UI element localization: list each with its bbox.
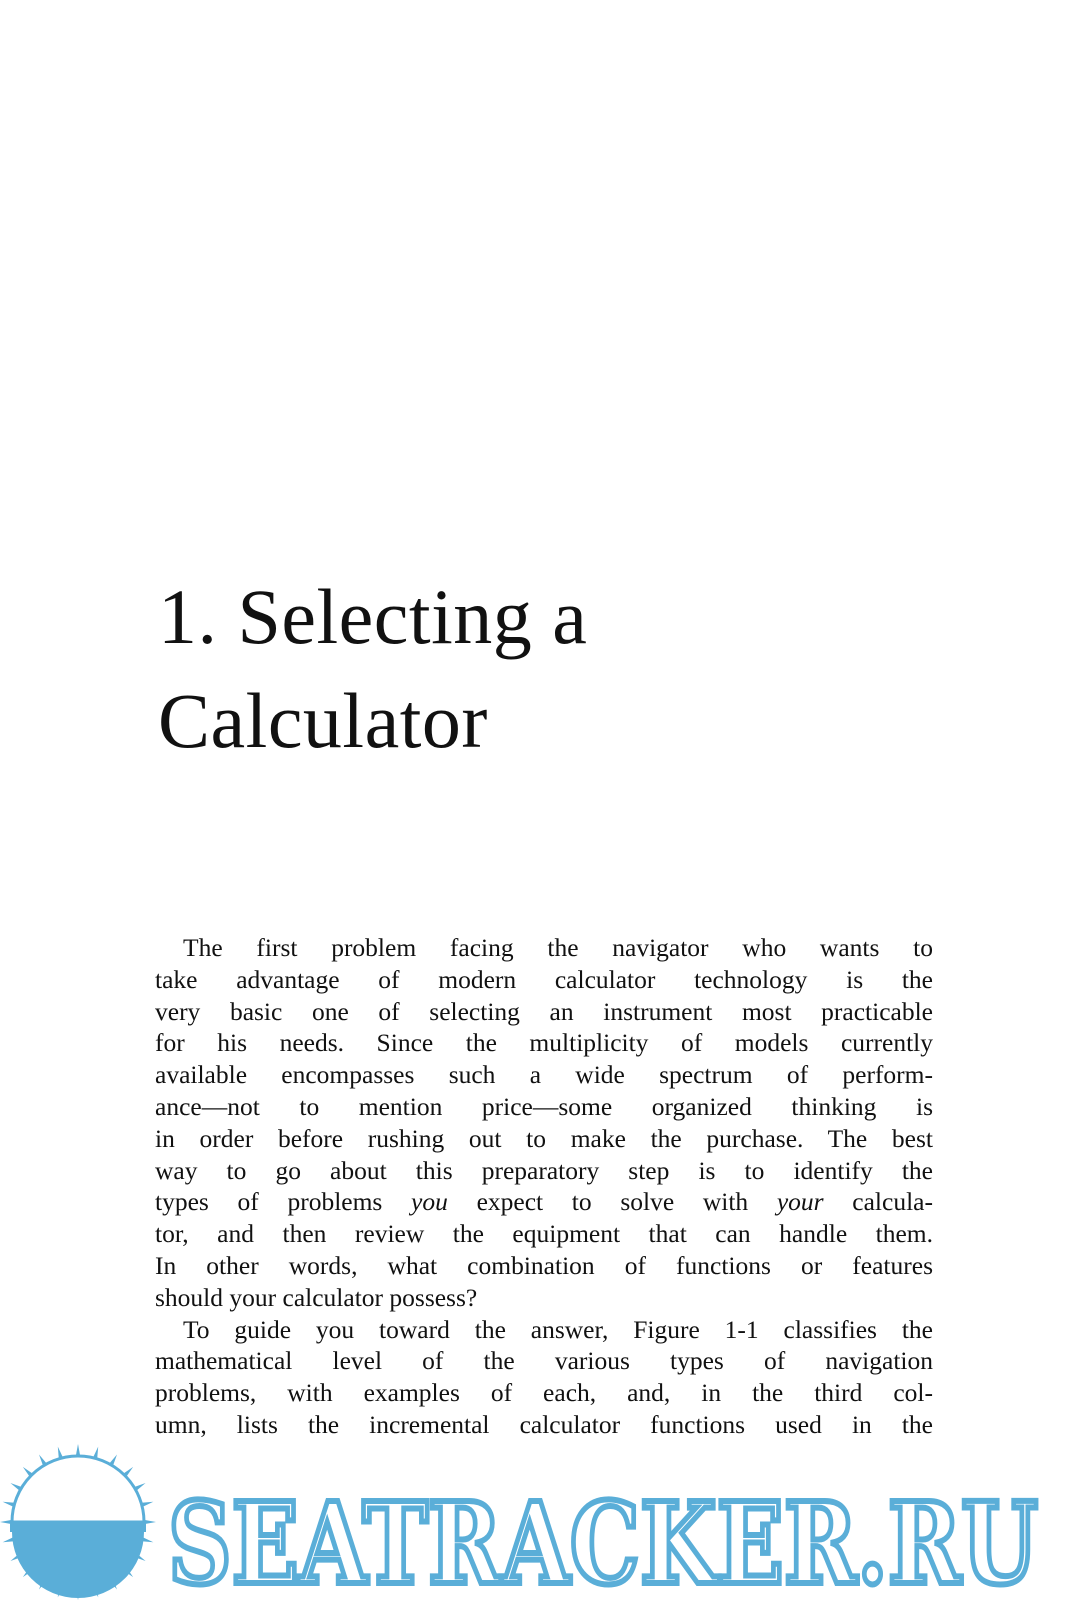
text-line: problems, with examples of each, and, in the third col- bbox=[155, 1378, 933, 1408]
text-segment: types of problems bbox=[155, 1187, 412, 1217]
paragraph-2 bbox=[155, 1314, 933, 1441]
watermark-text: SEATRACKER.RU bbox=[168, 1479, 1038, 1600]
text-line: In other words, what combination of functions or features bbox=[155, 1250, 933, 1280]
text-line bbox=[155, 1186, 933, 1218]
watermark-banner bbox=[0, 1440, 1080, 1600]
chapter-title-line-2: Calculator bbox=[158, 677, 488, 764]
text-line: way to go about this preparatory step is to identify the bbox=[155, 1155, 933, 1185]
text-segment: expect to solve with bbox=[447, 1187, 777, 1217]
sun-lower-half bbox=[12, 1532, 144, 1598]
text-line: in order before rushing out to make the purchase. The best bbox=[155, 1123, 933, 1153]
emphasis-you: you bbox=[411, 1187, 448, 1217]
text-line: available encompasses such a wide spectrum of perform- bbox=[155, 1060, 933, 1090]
sun-logo-icon bbox=[0, 1444, 156, 1600]
text-line: take advantage of modern calculator technology is the bbox=[155, 964, 933, 994]
text-line: should your calculator possess? bbox=[155, 1282, 478, 1312]
paragraph-1 bbox=[155, 932, 933, 1314]
text-line: for his needs. Since the multiplicity of models currently bbox=[155, 1028, 933, 1058]
text-line: ance—not to mention price—some organized thinking is bbox=[155, 1091, 933, 1121]
text-line: To guide you toward the answer, Figure 1-1 classifies the bbox=[183, 1314, 933, 1344]
chapter-title bbox=[158, 565, 587, 773]
text-line: tor, and then review the equipment that can handle them. bbox=[155, 1219, 933, 1249]
body-text bbox=[155, 932, 933, 1441]
chapter-title-line-1: 1. Selecting a bbox=[158, 573, 588, 660]
text-line: umn, lists the incremental calculator functions used in the bbox=[155, 1409, 933, 1439]
text-line: The first problem facing the navigator who wants to bbox=[183, 933, 933, 962]
text-segment: calcula- bbox=[823, 1187, 933, 1217]
text-line: mathematical level of the various types of navigation bbox=[155, 1346, 933, 1376]
text-line: very basic one of selecting an instrument most practicable bbox=[155, 996, 933, 1026]
emphasis-your: your bbox=[776, 1187, 824, 1217]
